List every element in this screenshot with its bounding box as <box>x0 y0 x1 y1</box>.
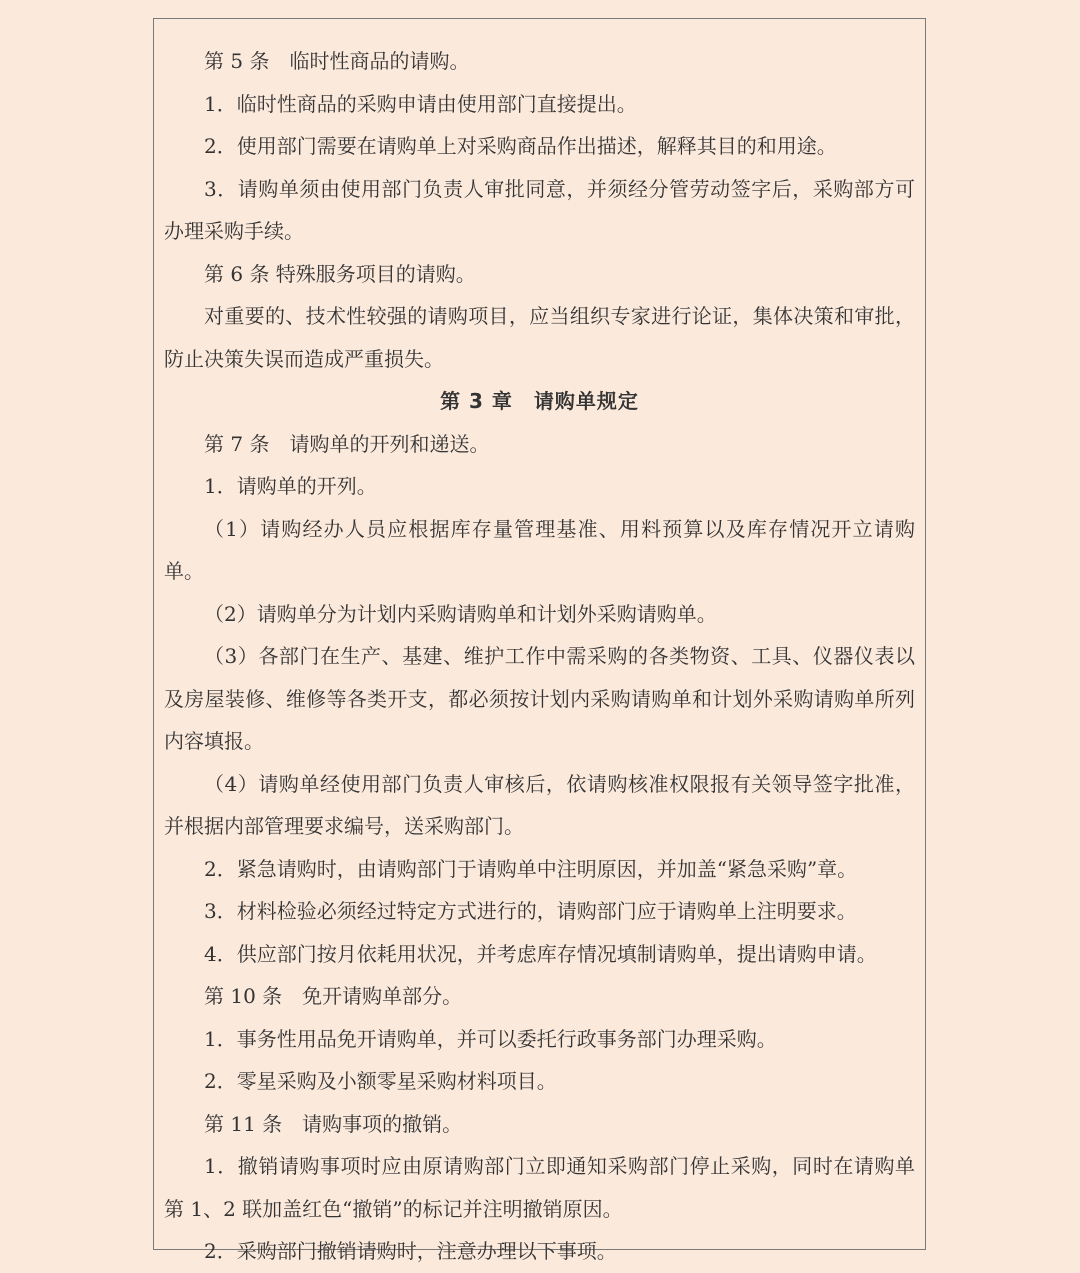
article-7-subitem-1: （1）请购经办人员应根据库存量管理基准、用料预算以及库存情况开立请购单。 <box>164 516 915 583</box>
chapter-3-heading: 第 3 章 请购单规定 <box>440 389 639 413</box>
article-7-item-4: 4．供应部门按月依耗用状况，并考虑库存情况填制请购单，提出请购申请。 <box>204 941 877 966</box>
article-5-item-2: 2．使用部门需要在请购单上对采购商品作出描述，解释其目的和用途。 <box>204 134 837 158</box>
article-11-item-1: 1．撤销请购事项时应由原请购部门立即通知采购部门停止采购，同时在请购单第 1、2 联加盖红色“撤销”的标记并注明撤销原因。 <box>164 1154 915 1221</box>
article-7-subitem-3: （3）各部门在生产、基建、维护工作中需采购的各类物资、工具、仪器仪表以及房屋装修、维修等各类开支，都必须按计划内采购请购单和计划外采购请购单所列内容填报。 <box>164 644 915 753</box>
article-10-item-2: 2．零星采购及小额零星采购材料项目。 <box>204 1069 557 1093</box>
document-body <box>164 40 915 1273</box>
article-7-subitem-2: （2）请购单分为计划内采购请购单和计划外采购请购单。 <box>204 601 717 626</box>
article-5-title: 第 5 条 临时性商品的请购。 <box>204 49 470 73</box>
article-10-title: 第 10 条 免开请购单部分。 <box>204 984 463 1008</box>
article-7-item-3: 3．材料检验必须经过特定方式进行的，请购部门应于请购单上注明要求。 <box>204 899 857 923</box>
article-7-subitem-4: （4）请购单经使用部门负责人审核后，依请购核准权限报有关领导签字批准，并根据内部管理要求编号，送采购部门。 <box>164 771 915 838</box>
article-7-item-2: 2．紧急请购时，由请购部门于请购单中注明原因，并加盖“紧急采购”章。 <box>204 856 858 881</box>
article-6-body: 对重要的、技术性较强的请购项目，应当组织专家进行论证，集体决策和审批，防止决策失误而造成严重损失。 <box>164 304 915 371</box>
article-11-title: 第 11 条 请购事项的撤销。 <box>204 1111 463 1136</box>
article-6-title: 第 6 条 特殊服务项目的请购。 <box>204 261 476 286</box>
article-11-item-2: 2．采购部门撤销请购时，注意办理以下事项。 <box>204 1239 617 1263</box>
article-5-item-1: 1．临时性商品的采购申请由使用部门直接提出。 <box>204 91 637 116</box>
article-10-item-1: 1．事务性用品免开请购单，并可以委托行政事务部门办理采购。 <box>204 1026 777 1051</box>
document-frame <box>153 18 926 1263</box>
article-7-title: 第 7 条 请购单的开列和递送。 <box>204 431 490 456</box>
article-7-item-1: 1．请购单的开列。 <box>204 474 377 498</box>
article-5-item-3: 3．请购单须由使用部门负责人审批同意，并须经分管劳动签字后，采购部方可办理采购手续。 <box>164 176 915 243</box>
